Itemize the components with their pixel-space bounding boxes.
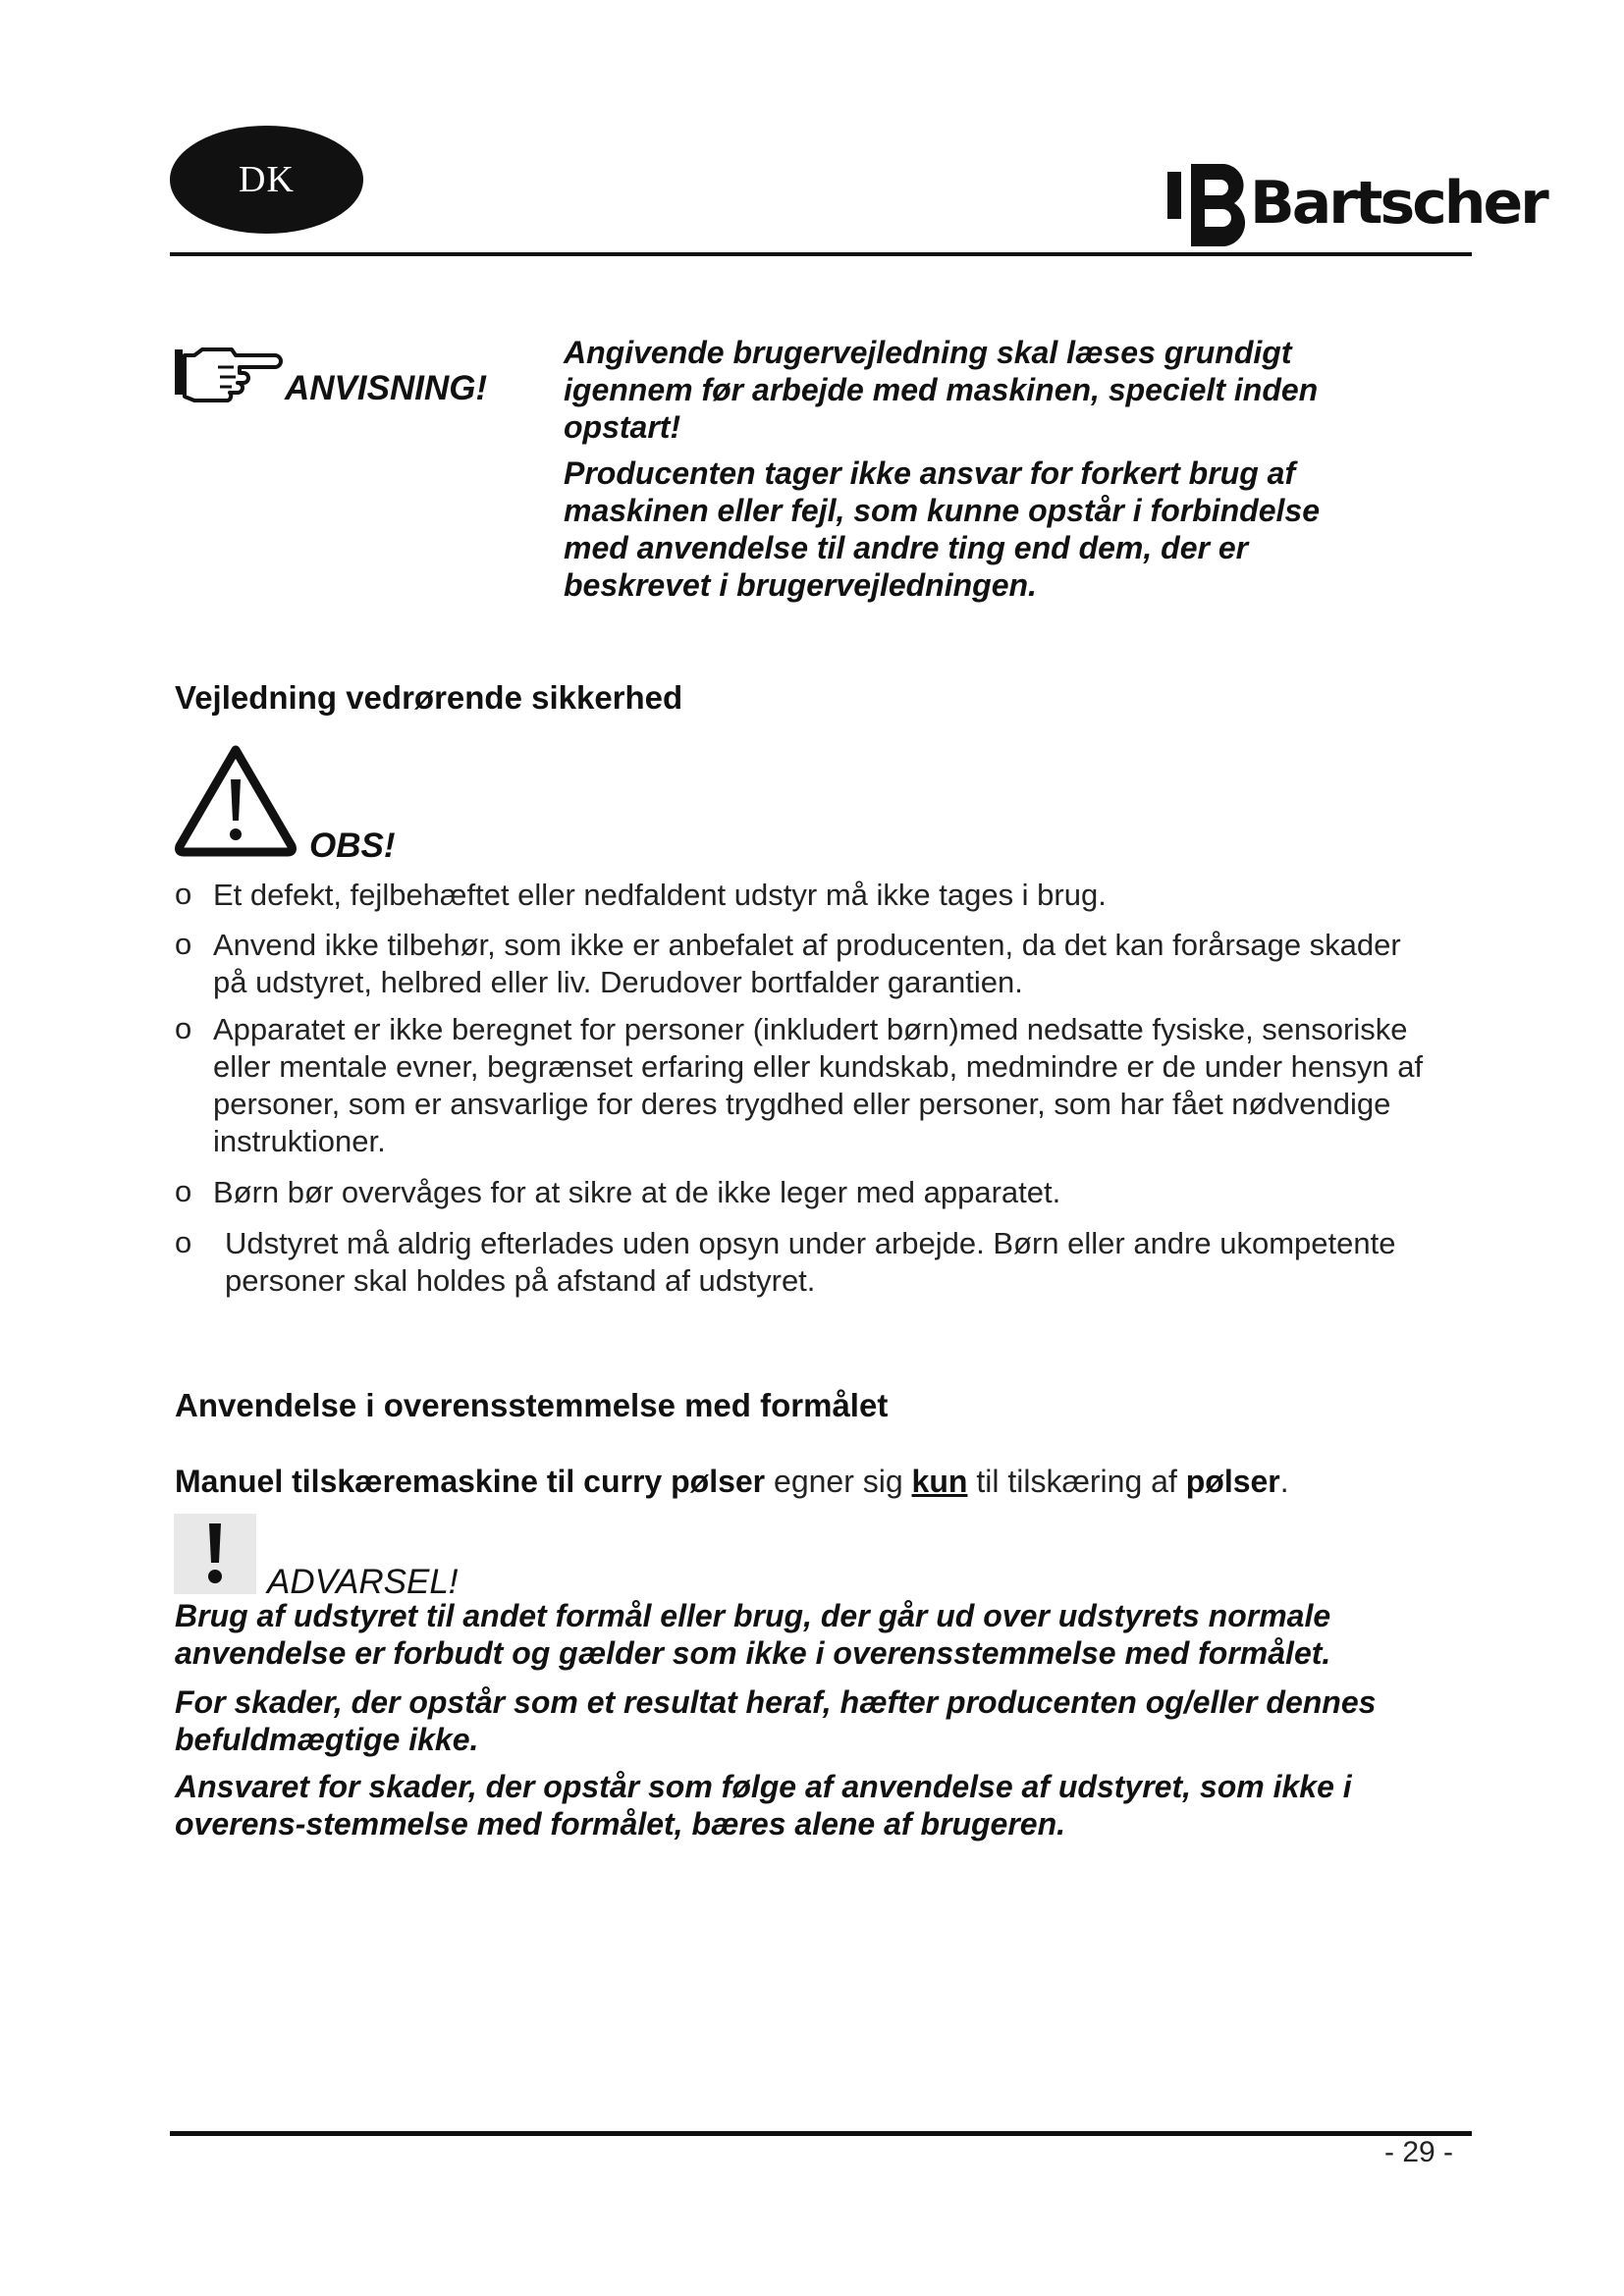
warning-triangle-icon bbox=[174, 744, 298, 858]
footer-divider bbox=[170, 2131, 1472, 2136]
warning-label: ADVARSEL! bbox=[267, 1563, 459, 1601]
bullet-marker: o bbox=[175, 1174, 192, 1208]
purpose-object: pølser bbox=[1185, 1464, 1280, 1499]
bullet-marker: o bbox=[175, 1011, 192, 1045]
bartscher-logo bbox=[1164, 142, 1546, 250]
warning-paragraph: Ansvaret for skader, der opstår som følge af anvendelse af udstyret, som ikke i overens-stemmelse med formålet, bæres alene af brugeren. bbox=[175, 1769, 1352, 1842]
purpose-text-mid: egner sig bbox=[765, 1464, 912, 1499]
safety-item: Et defekt, fejlbehæftet eller nedfaldent udstyr må ikke tages i brug. bbox=[213, 878, 1107, 912]
bullet-marker: o bbox=[175, 1225, 192, 1259]
purpose-emphasis: kun bbox=[911, 1464, 968, 1499]
note-paragraph-2: Producenten tager ikke ansvar for forkert brug af maskinen eller fejl, som kunne opstår i forbindelse med anvendelse til andre ting end dem, der er beskrevet i brugervejledningen. bbox=[564, 455, 1320, 603]
purpose-statement bbox=[175, 1463, 1289, 1500]
page-number: - 29 - bbox=[1384, 2136, 1454, 2168]
safety-heading: Vejledning vedrørende sikkerhed bbox=[175, 679, 683, 716]
purpose-text-after: til tilskæring af bbox=[967, 1464, 1186, 1499]
safety-item: Udstyret må aldrig efterlades uden opsyn under arbejde. Børn eller andre ukompetente personer skal holdes på afstand af udstyret. bbox=[225, 1226, 1396, 1298]
language-badge-label: DK bbox=[239, 159, 295, 200]
exclamation-icon bbox=[174, 1514, 256, 1594]
purpose-end: . bbox=[1279, 1464, 1289, 1499]
obs-label: OBS! bbox=[309, 827, 396, 865]
safety-item: Apparatet er ikke beregnet for personer (inkludert børn)med nedsatte fysiske, sensoriske eller mentale evner, begrænset erfaring eller kundskab, medmindre er de under hensyn af personer, som er ansvarlige for deres trygdhed eller personer, som har fået nødvendige instruktioner. bbox=[213, 1012, 1424, 1158]
warning-paragraph: For skader, der opstår som et resultat heraf, hæfter producenten og/eller dennes befuldmægtige ikke. bbox=[175, 1684, 1377, 1757]
safety-item: Anvend ikke tilbehør, som ikke er anbefalet af producenten, da det kan forårsage skader på udstyret, helbred eller liv. Derudover bortfalder garantien. bbox=[213, 928, 1401, 999]
purpose-heading: Anvendelse i overensstemmelse med formålet bbox=[175, 1387, 889, 1423]
safety-item: Børn bør overvåges for at sikre at de ikke leger med apparatet. bbox=[213, 1175, 1061, 1209]
note-label: ANVISNING! bbox=[285, 369, 488, 407]
header-divider bbox=[170, 252, 1472, 256]
purpose-product: Manuel tilskæremaskine til curry pølser bbox=[175, 1464, 766, 1499]
bullet-marker: o bbox=[175, 877, 192, 911]
note-paragraph-1: Angivende brugervejledning skal læses grundigt igennem før arbejde med maskinen, specielt inden opstart! bbox=[564, 335, 1319, 445]
brand-logo-text: Bartscher bbox=[1250, 169, 1546, 238]
bullet-marker: o bbox=[175, 927, 192, 961]
warning-paragraph: Brug af udstyret til andet formål eller brug, der går ud over udstyrets normale anvendelse er forbudt og gælder som ikke i overensstemmelse med formålet. bbox=[175, 1598, 1331, 1671]
language-badge bbox=[170, 126, 363, 234]
pointing-hand-icon bbox=[173, 346, 283, 399]
